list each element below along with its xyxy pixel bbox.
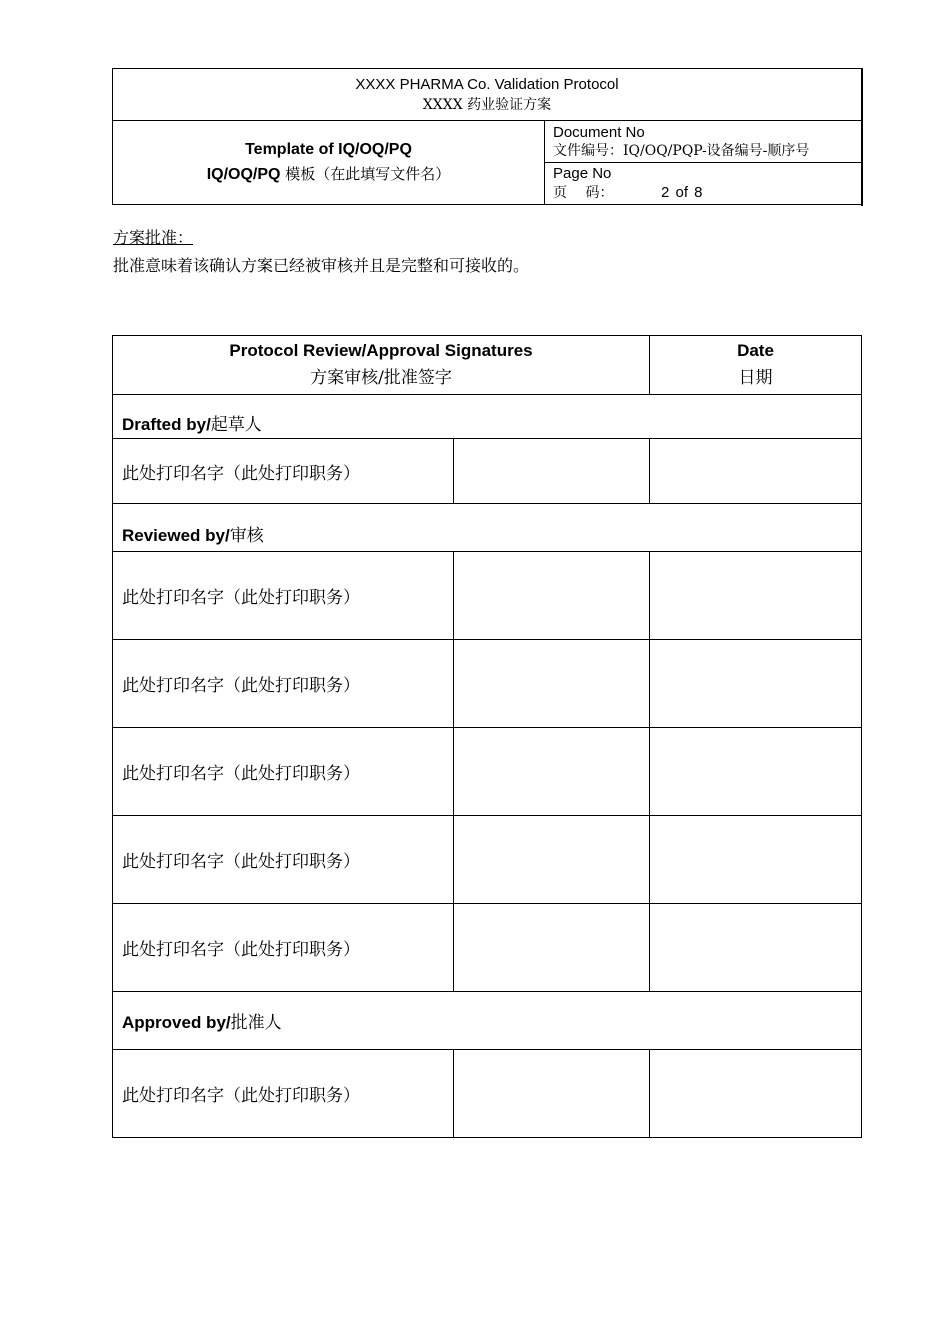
signer-name-cell[interactable]: 此处打印名字（此处打印职务）: [113, 904, 454, 992]
date-cell[interactable]: [650, 816, 862, 904]
table-row: [113, 1050, 862, 1138]
drafted-by-en: Drafted by/: [122, 415, 211, 434]
date-cell[interactable]: [650, 439, 862, 504]
date-header-zh: 日期: [738, 368, 773, 388]
approval-statement: 批准意味着该确认方案已经被审核并且是完整和可接收的。: [113, 256, 530, 275]
date-cell[interactable]: [650, 904, 862, 992]
signatures-column-header: [113, 336, 650, 395]
drafted-by-zh: 起草人: [210, 415, 262, 435]
page-number-label: Page No: [553, 165, 612, 182]
table-row: [113, 816, 862, 904]
drafted-section-row: [113, 395, 862, 439]
signature-cell[interactable]: [454, 904, 650, 992]
date-cell[interactable]: [650, 728, 862, 816]
signer-name-cell[interactable]: 此处打印名字（此处打印职务）: [113, 728, 454, 816]
table-row: [113, 439, 862, 504]
page-number-row: [553, 183, 861, 203]
signature-cell[interactable]: [454, 640, 650, 728]
reviewed-section-row: [113, 504, 862, 552]
page-number-label-zh: 页 码：: [553, 185, 614, 201]
document-number-value: 文件编号：IQ/OQ/PQP-设备编号-顺序号: [553, 142, 810, 159]
date-cell[interactable]: [650, 640, 862, 728]
approved-by-zh: 批准人: [230, 1013, 282, 1033]
signature-cell[interactable]: [454, 1050, 650, 1138]
drafted-by-label: [113, 395, 862, 439]
reviewed-by-en: Reviewed by/: [122, 526, 230, 545]
signature-table: [112, 335, 862, 1138]
date-column-header: [650, 336, 862, 395]
company-name-zh: XXXX 药业验证方案: [422, 96, 552, 113]
table-row: [113, 640, 862, 728]
company-name-en: XXXX PHARMA Co. Validation Protocol: [355, 75, 619, 93]
document-title-zh: [113, 162, 544, 187]
signer-name-cell[interactable]: 此处打印名字（此处打印职务）: [113, 640, 454, 728]
approved-section-row: [113, 992, 862, 1050]
signature-cell[interactable]: [454, 816, 650, 904]
approved-by-en: Approved by/: [122, 1013, 231, 1032]
reviewed-by-zh: 审核: [229, 526, 264, 546]
signer-name-cell[interactable]: 此处打印名字（此处打印职务）: [113, 552, 454, 640]
document-title-zh-text: 模板（在此填写文件名）: [280, 165, 451, 183]
signer-name-cell[interactable]: 此处打印名字（此处打印职务）: [113, 816, 454, 904]
approved-by-label: [113, 992, 862, 1050]
signer-name-cell[interactable]: 此处打印名字（此处打印职务）: [113, 439, 454, 504]
document-title-en: Template of IQ/OQ/PQ: [245, 141, 412, 158]
signer-name-cell[interactable]: 此处打印名字（此处打印职务）: [113, 1050, 454, 1138]
signature-table-header: [113, 336, 862, 395]
date-header-en: Date: [737, 341, 774, 360]
page-number-cell: [545, 163, 862, 205]
date-cell[interactable]: [650, 1050, 862, 1138]
table-row: [113, 728, 862, 816]
date-cell[interactable]: [650, 552, 862, 640]
table-row: [113, 904, 862, 992]
signatures-header-en: Protocol Review/Approval Signatures: [229, 341, 533, 360]
table-row: [113, 552, 862, 640]
reviewed-by-label: [113, 504, 862, 552]
approval-heading: 方案批准：: [113, 228, 194, 247]
company-cell: [113, 69, 862, 121]
header-right-border: [861, 68, 863, 206]
page-number-value: 2 of 8: [661, 184, 703, 201]
document-title-cell: [113, 121, 545, 205]
document-number-label: Document No: [553, 123, 645, 141]
document-number-cell: [545, 121, 862, 163]
signature-cell[interactable]: [454, 552, 650, 640]
signature-cell[interactable]: [454, 439, 650, 504]
document-header: [112, 68, 862, 205]
signatures-header-zh: 方案审核/批准签字: [310, 368, 452, 388]
document-title-zh-code: IQ/OQ/PQ: [206, 166, 281, 183]
approval-intro: [113, 224, 529, 280]
signature-cell[interactable]: [454, 728, 650, 816]
